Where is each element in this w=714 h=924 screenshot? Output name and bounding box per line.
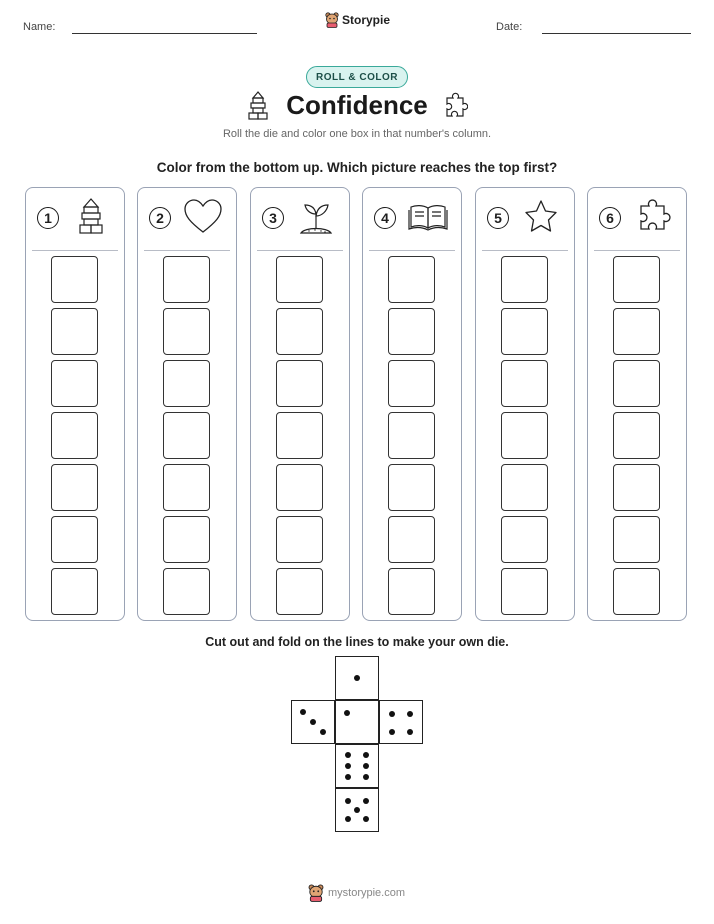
color-box[interactable]	[388, 412, 435, 459]
pip	[389, 711, 395, 717]
color-box[interactable]	[388, 568, 435, 615]
page-title: Confidence	[286, 90, 428, 120]
pip	[344, 710, 350, 716]
color-box[interactable]	[613, 256, 660, 303]
color-box[interactable]	[501, 256, 548, 303]
bear-icon	[308, 884, 324, 902]
pip	[407, 729, 413, 735]
color-box[interactable]	[388, 256, 435, 303]
column-3	[250, 187, 350, 621]
color-box[interactable]	[51, 360, 98, 407]
activity-badge: ROLL & COLOR	[306, 66, 408, 88]
color-box[interactable]	[163, 516, 210, 563]
open-book-icon	[407, 196, 449, 238]
heart-icon	[182, 196, 224, 238]
pip	[363, 763, 369, 769]
color-box[interactable]	[388, 308, 435, 355]
column-2	[137, 187, 237, 621]
column-6	[587, 187, 687, 621]
color-box[interactable]	[613, 360, 660, 407]
pip	[345, 816, 351, 822]
color-box[interactable]	[613, 308, 660, 355]
footer-url[interactable]: mystorypie.com	[328, 887, 406, 899]
pip	[407, 711, 413, 717]
color-box[interactable]	[276, 464, 323, 511]
brand-name: Storypie	[342, 13, 391, 27]
color-box[interactable]	[276, 412, 323, 459]
color-box[interactable]	[163, 412, 210, 459]
color-box[interactable]	[388, 360, 435, 407]
column-4	[362, 187, 462, 621]
column-number: 6	[599, 207, 621, 229]
pip	[363, 798, 369, 804]
color-box[interactable]	[51, 568, 98, 615]
color-box[interactable]	[163, 464, 210, 511]
color-box[interactable]	[276, 360, 323, 407]
column-divider	[144, 250, 230, 251]
pip	[354, 675, 360, 681]
color-box[interactable]	[276, 568, 323, 615]
brand-logo	[325, 12, 390, 28]
die-face-6	[335, 744, 379, 788]
die-face-1	[335, 700, 379, 744]
column-5	[475, 187, 575, 621]
block-tower-icon	[70, 196, 112, 238]
color-box[interactable]	[51, 256, 98, 303]
star-icon	[520, 196, 562, 238]
color-box[interactable]	[163, 256, 210, 303]
pip	[363, 774, 369, 780]
cut-instructions: Cut out and fold on the lines to make your own die.	[205, 635, 509, 649]
color-box[interactable]	[51, 308, 98, 355]
subtitle: Roll the die and color one box in that number's column.	[222, 128, 492, 140]
color-box[interactable]	[163, 568, 210, 615]
color-box[interactable]	[276, 516, 323, 563]
color-box[interactable]	[501, 516, 548, 563]
pip	[363, 752, 369, 758]
pip	[300, 709, 306, 715]
puzzle-piece-icon	[444, 92, 468, 120]
column-divider	[257, 250, 343, 251]
pip	[345, 798, 351, 804]
column-number: 2	[149, 207, 171, 229]
date-label: Date:	[496, 21, 523, 33]
color-box[interactable]	[613, 516, 660, 563]
color-box[interactable]	[51, 464, 98, 511]
color-box[interactable]	[613, 568, 660, 615]
color-box[interactable]	[501, 568, 548, 615]
date-line[interactable]	[542, 33, 691, 34]
column-divider	[594, 250, 680, 251]
column-number: 5	[487, 207, 509, 229]
color-box[interactable]	[501, 308, 548, 355]
color-box[interactable]	[501, 360, 548, 407]
sprout-icon	[295, 196, 337, 238]
color-box[interactable]	[51, 516, 98, 563]
color-box[interactable]	[388, 464, 435, 511]
color-box[interactable]	[613, 464, 660, 511]
bear-icon	[325, 12, 339, 28]
name-label: Name:	[23, 21, 56, 33]
die-face-3	[291, 700, 335, 744]
color-box[interactable]	[51, 412, 98, 459]
pip	[345, 752, 351, 758]
color-box[interactable]	[501, 412, 548, 459]
color-box[interactable]	[501, 464, 548, 511]
column-1	[25, 187, 125, 621]
column-number: 3	[262, 207, 284, 229]
pip	[345, 763, 351, 769]
footer	[308, 884, 405, 902]
color-box[interactable]	[276, 256, 323, 303]
column-number: 1	[37, 207, 59, 229]
color-box[interactable]	[163, 360, 210, 407]
die-face-1	[335, 656, 379, 700]
pip	[345, 774, 351, 780]
pip	[320, 729, 326, 735]
column-divider	[32, 250, 118, 251]
color-box[interactable]	[276, 308, 323, 355]
pip	[389, 729, 395, 735]
color-box[interactable]	[163, 308, 210, 355]
column-divider	[482, 250, 568, 251]
pip	[310, 719, 316, 725]
instructions: Color from the bottom up. Which picture reaches the top first?	[156, 160, 558, 175]
color-box[interactable]	[388, 516, 435, 563]
color-box[interactable]	[613, 412, 660, 459]
pip	[354, 807, 360, 813]
column-divider	[369, 250, 455, 251]
column-number: 4	[374, 207, 396, 229]
puzzle-piece-icon	[632, 196, 674, 238]
die-face-5	[335, 788, 379, 832]
name-line[interactable]	[72, 33, 257, 34]
die-face-4	[379, 700, 423, 744]
pip	[363, 816, 369, 822]
